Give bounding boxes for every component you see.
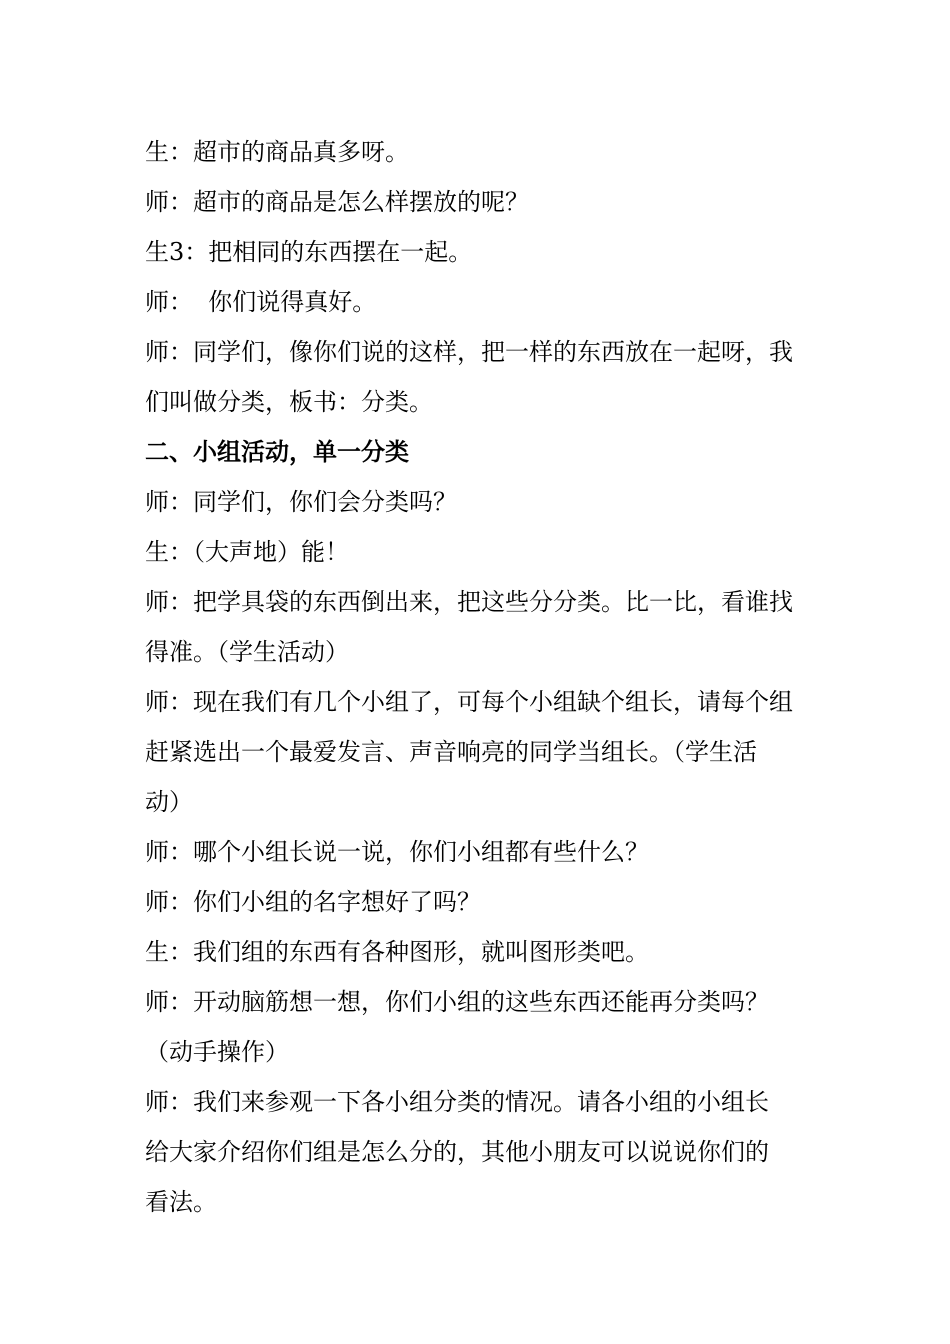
dialogue-line: 师：现在我们有几个小组了，可每个小组缺个组长，请每个组 <box>145 688 793 716</box>
dialogue-line: 师：哪个小组长说一说，你们小组都有些什么？ <box>145 838 649 866</box>
dialogue-line: 师：超市的商品是怎么样摆放的呢？ <box>145 188 529 216</box>
dialogue-line: 师：你们小组的名字想好了吗？ <box>145 888 481 916</box>
dialogue-line: 生3：把相同的东西摆在一起。 <box>145 238 473 266</box>
dialogue-line: 看法。 <box>145 1188 217 1216</box>
document-body <box>145 127 810 1227</box>
dialogue-line: 师： 你们说得真好。 <box>145 288 377 316</box>
section-heading: 二、小组活动，单一分类 <box>145 438 409 466</box>
dialogue-line: 生：超市的商品真多呀。 <box>145 138 409 166</box>
dialogue-line: 师：开动脑筋想一想，你们小组的这些东西还能再分类吗？ <box>145 988 769 1016</box>
dialogue-line: 得准。（学生活动） <box>145 638 349 666</box>
dialogue-line: （动手操作） <box>145 1038 289 1066</box>
dialogue-line: 动） <box>145 788 193 816</box>
dialogue-line: 赶紧选出一个最爱发言、声音响亮的同学当组长。（学生活 <box>145 738 757 766</box>
dialogue-line: 给大家介绍你们组是怎么分的，其他小朋友可以说说你们的 <box>145 1138 769 1166</box>
dialogue-line: 生：（大声地）能！ <box>145 538 349 566</box>
dialogue-line: 师：我们来参观一下各小组分类的情况。请各小组的小组长 <box>145 1088 769 1116</box>
dialogue-line: 师：同学们，你们会分类吗？ <box>145 488 457 516</box>
dialogue-line: 师：同学们，像你们说的这样，把一样的东西放在一起呀，我 <box>145 338 793 366</box>
dialogue-line: 们叫做分类，板书：分类。 <box>145 388 433 416</box>
dialogue-line: 师：把学具袋的东西倒出来，把这些分分类。比一比，看谁找 <box>145 588 793 616</box>
dialogue-line: 生：我们组的东西有各种图形，就叫图形类吧。 <box>145 938 649 966</box>
